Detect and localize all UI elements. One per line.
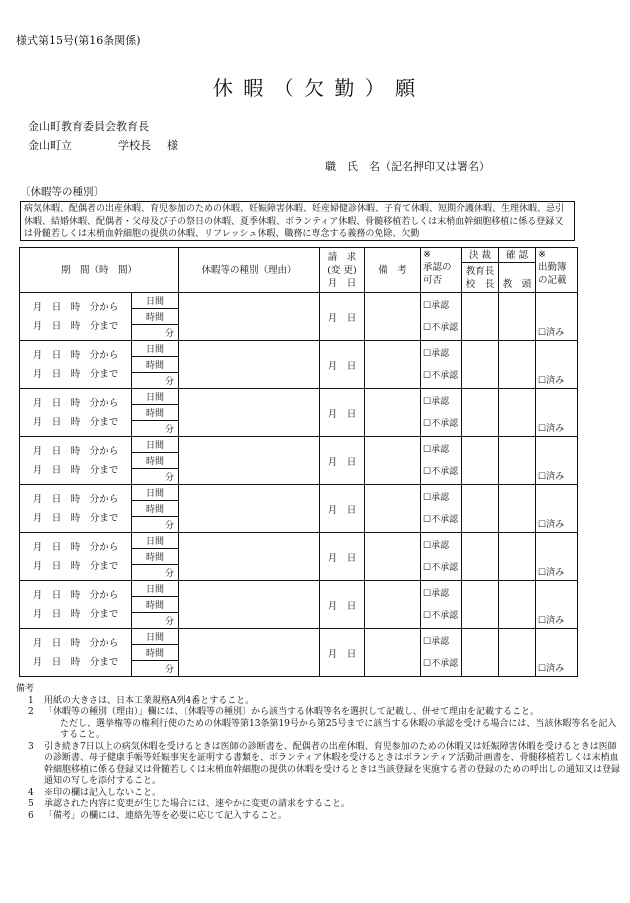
- attendance-cell: [536, 629, 578, 677]
- note-text: 「休暇等の種別（理由）」欄には、〔休暇等の種別〕から該当する休暇等名を選択して記載し、併せて理由を記載すること。: [44, 707, 540, 717]
- unit-hours[interactable]: 時間: [132, 645, 179, 661]
- unit-hours[interactable]: 時間: [132, 309, 179, 325]
- leave-type-cell[interactable]: [179, 437, 320, 485]
- period-from: 月 日 時 分から: [32, 301, 119, 313]
- attendance-cell: [536, 581, 578, 629]
- header-request-3: 月 日: [327, 277, 357, 289]
- principal-stamp-cell[interactable]: [462, 293, 499, 341]
- unit-minutes[interactable]: 分: [132, 325, 179, 341]
- disapprove-checkbox[interactable]: ☐不承認: [423, 418, 459, 429]
- header-vice: 教 頭: [499, 278, 536, 293]
- request-date-cell[interactable]: 月 日: [320, 293, 365, 341]
- vice-stamp-cell[interactable]: [499, 581, 536, 629]
- vice-stamp-cell[interactable]: [499, 389, 536, 437]
- period-from: 月 日 時 分から: [32, 637, 119, 649]
- disapprove-checkbox[interactable]: ☐不承認: [423, 658, 459, 669]
- approve-checkbox[interactable]: ☐承認: [423, 300, 450, 311]
- approve-checkbox[interactable]: ☐承認: [423, 444, 450, 455]
- leave-row: [20, 581, 578, 597]
- period-to: 月 日 時 分まで: [32, 416, 119, 428]
- unit-minutes[interactable]: 分: [132, 565, 179, 581]
- unit-hours[interactable]: 時間: [132, 357, 179, 373]
- note-item: [16, 811, 621, 823]
- period-cell[interactable]: [20, 485, 132, 533]
- header-approval-2: 承認の: [423, 262, 452, 273]
- leave-types-box: 病気休暇、配偶者の出産休暇、育児参加のための休暇、妊娠障害休暇、妊産婦健診休暇、子育て休暇、短期介護休暇、生理休暇、忌引休暇、結婚休暇、配偶者・父母及び子の祭日の休暇、夏季休暇、ボランティア休暇、骨髄移植若しくは末梢血幹細胞移植に係る登録又は骨髄若しくは末梢血幹細胞の提供の休暇、リフレッシュ休暇、職務に専念する義務の免除、欠勤: [20, 201, 575, 241]
- approve-checkbox[interactable]: ☐承認: [423, 348, 450, 359]
- approve-checkbox[interactable]: ☐承認: [423, 636, 450, 647]
- note-text: 用紙の大きさは、日本工業規格A列4番とすること。: [44, 695, 255, 706]
- principal-stamp-cell[interactable]: [462, 389, 499, 437]
- request-date-cell[interactable]: 月 日: [320, 581, 365, 629]
- note-item: [16, 696, 621, 708]
- remarks-cell[interactable]: [365, 389, 421, 437]
- leave-row: [20, 389, 578, 405]
- principal-stamp-cell[interactable]: [462, 581, 499, 629]
- done-checkbox[interactable]: ☐済み: [538, 568, 565, 578]
- notes-label: 備考: [16, 684, 35, 694]
- vice-stamp-cell[interactable]: [499, 293, 536, 341]
- vice-stamp-cell[interactable]: [499, 341, 536, 389]
- approval-cell: [421, 629, 462, 677]
- leave-type-cell[interactable]: [179, 533, 320, 581]
- note-item: [16, 719, 621, 742]
- disapprove-checkbox[interactable]: ☐不承認: [423, 370, 459, 381]
- attendance-cell: [536, 485, 578, 533]
- principal-stamp-cell[interactable]: [462, 629, 499, 677]
- attendance-cell: [536, 389, 578, 437]
- unit-days[interactable]: 日間: [132, 581, 179, 597]
- header-request: [320, 248, 365, 293]
- disapprove-checkbox[interactable]: ☐不承認: [423, 562, 459, 573]
- unit-days[interactable]: 日間: [132, 485, 179, 501]
- remarks-cell[interactable]: [365, 437, 421, 485]
- remarks-cell[interactable]: [365, 341, 421, 389]
- leave-type-cell[interactable]: [179, 485, 320, 533]
- period-from: 月 日 時 分から: [32, 493, 119, 505]
- period-to: 月 日 時 分まで: [32, 560, 119, 572]
- approval-cell: [421, 341, 462, 389]
- header-remarks: 備 考: [365, 248, 421, 293]
- request-date-cell[interactable]: 月 日: [320, 341, 365, 389]
- form-number: 様式第15号(第16条関係): [16, 34, 141, 47]
- school-town-label: 金山町立: [28, 139, 72, 152]
- principal-stamp-cell[interactable]: [462, 533, 499, 581]
- header-attendance: [536, 248, 578, 293]
- done-checkbox[interactable]: ☐済み: [538, 328, 565, 338]
- principal-stamp-cell[interactable]: [462, 437, 499, 485]
- leave-types-label: 〔休暇等の種別〕: [20, 186, 104, 198]
- request-date-cell[interactable]: 月 日: [320, 629, 365, 677]
- header-attendance-mark: ※: [538, 249, 546, 260]
- period-to: 月 日 時 分まで: [32, 464, 119, 476]
- period-from: 月 日 時 分から: [32, 349, 119, 361]
- request-date-cell[interactable]: 月 日: [320, 485, 365, 533]
- header-principal-1: 教育長: [465, 265, 495, 277]
- header-attendance-3: の記載: [538, 275, 567, 286]
- leave-row: [20, 293, 578, 309]
- period-to: 月 日 時 分まで: [32, 368, 119, 380]
- attendance-cell: [536, 293, 578, 341]
- disapprove-checkbox[interactable]: ☐不承認: [423, 466, 459, 477]
- approval-cell: [421, 389, 462, 437]
- attendance-cell: [536, 341, 578, 389]
- unit-minutes[interactable]: 分: [132, 421, 179, 437]
- header-confirm: 確 認: [499, 248, 536, 263]
- vice-stamp-cell[interactable]: [499, 629, 536, 677]
- done-checkbox[interactable]: ☐済み: [538, 472, 565, 482]
- leave-type-cell[interactable]: [179, 293, 320, 341]
- leave-type-cell[interactable]: [179, 629, 320, 677]
- leave-row: [20, 341, 578, 357]
- period-cell[interactable]: [20, 293, 132, 341]
- remarks-cell[interactable]: [365, 629, 421, 677]
- period-to: 月 日 時 分まで: [32, 320, 119, 332]
- period-to: 月 日 時 分まで: [32, 512, 119, 524]
- note-text: 承認された内容に変更が生じた場合には、速やかに変更の請求をすること。: [44, 799, 351, 809]
- honorific-label: 様: [167, 139, 178, 152]
- unit-hours[interactable]: 時間: [132, 405, 179, 421]
- period-cell[interactable]: [20, 341, 132, 389]
- period-from: 月 日 時 分から: [32, 541, 119, 553]
- note-text: 「備考」の欄には、連絡先等を必要に応じて記入すること。: [44, 810, 288, 821]
- principal-stamp-cell[interactable]: [462, 341, 499, 389]
- remarks-cell[interactable]: [365, 485, 421, 533]
- note-text: ただし、選挙権等の権利行使のための休暇等第13条第19号から第25号までに該当する休暇の承認を受ける場合には、当該休暇等名を記入すること。: [60, 718, 617, 740]
- period-from: 月 日 時 分から: [32, 397, 119, 409]
- approval-cell: [421, 293, 462, 341]
- unit-hours[interactable]: 時間: [132, 549, 179, 565]
- done-checkbox[interactable]: ☐済み: [538, 376, 565, 386]
- header-request-2: (変 更): [327, 264, 357, 276]
- principal-stamp-cell[interactable]: [462, 485, 499, 533]
- note-item: [16, 799, 621, 811]
- period-cell[interactable]: [20, 533, 132, 581]
- approve-checkbox[interactable]: ☐承認: [423, 492, 450, 503]
- disapprove-checkbox[interactable]: ☐不承認: [423, 514, 459, 525]
- leave-type-cell[interactable]: [179, 341, 320, 389]
- period-from: 月 日 時 分から: [32, 589, 119, 601]
- disapprove-checkbox[interactable]: ☐不承認: [423, 322, 459, 333]
- approval-cell: [421, 533, 462, 581]
- leave-row: [20, 437, 578, 453]
- done-checkbox[interactable]: ☐済み: [538, 616, 565, 626]
- addressee-line-1: 金山町教育委員会教育長: [28, 120, 149, 133]
- period-to: 月 日 時 分まで: [32, 608, 119, 620]
- unit-hours[interactable]: 時間: [132, 453, 179, 469]
- attendance-cell: [536, 533, 578, 581]
- header-approval-mark: ※: [423, 249, 431, 260]
- unit-minutes[interactable]: 分: [132, 373, 179, 389]
- leave-row: [20, 485, 578, 501]
- addressee-line-2: [28, 137, 178, 153]
- header-period: 期 間（時 間）: [20, 248, 179, 293]
- approve-checkbox[interactable]: ☐承認: [423, 588, 450, 599]
- header-approval: [421, 248, 462, 293]
- note-text: 引き続き7日以上の病気休暇を受けるときは医師の診断書を、配偶者の出産休暇、育児参加のための休暇又は妊娠障害休暇を受けるときは医師の診断書、母子健康手帳等妊娠事実を証明する書類を、ボランティア休暇を受けるときはボランティア活動計画書を、骨髄移植若しくは末梢血幹細胞移植に係る登録又は骨髄若しくは末梢血幹細胞の提供の休暇を受けるときは当該登録を実施する者の登録のための呼出しの通知又は登録通知の写しを添付すること。: [44, 741, 621, 786]
- attendance-cell: [536, 437, 578, 485]
- header-attendance-2: 出勤簿: [538, 262, 567, 273]
- unit-days[interactable]: 日間: [132, 533, 179, 549]
- vice-stamp-cell[interactable]: [499, 533, 536, 581]
- unit-days[interactable]: 日間: [132, 437, 179, 453]
- approve-checkbox[interactable]: ☐承認: [423, 540, 450, 551]
- note-number: 3: [28, 741, 34, 752]
- note-number: 6: [28, 810, 34, 821]
- page-title: 休 暇 （ 欠 勤 ） 願: [212, 76, 418, 100]
- header-request-1: 請 求: [327, 251, 357, 263]
- done-checkbox[interactable]: ☐済み: [538, 664, 565, 674]
- period-cell[interactable]: [20, 629, 132, 677]
- leave-row: [20, 533, 578, 549]
- note-number: 2: [28, 707, 34, 717]
- header-principal: [462, 263, 499, 293]
- approve-checkbox[interactable]: ☐承認: [423, 396, 450, 407]
- approval-cell: [421, 437, 462, 485]
- unit-hours[interactable]: 時間: [132, 501, 179, 517]
- note-number: 5: [28, 799, 34, 809]
- request-date-cell[interactable]: 月 日: [320, 533, 365, 581]
- unit-days[interactable]: 日間: [132, 293, 179, 309]
- leave-type-cell[interactable]: [179, 581, 320, 629]
- approval-cell: [421, 581, 462, 629]
- done-checkbox[interactable]: ☐済み: [538, 424, 565, 434]
- vice-stamp-cell[interactable]: [499, 437, 536, 485]
- unit-minutes[interactable]: 分: [132, 661, 179, 677]
- unit-minutes[interactable]: 分: [132, 469, 179, 485]
- vice-stamp-cell[interactable]: [499, 485, 536, 533]
- principal-label: 学校長: [118, 139, 151, 152]
- leave-request-table: [19, 247, 578, 677]
- remarks-cell[interactable]: [365, 581, 421, 629]
- header-vice-spacer: [499, 263, 536, 278]
- note-text: ※印の欄は記入しないこと。: [44, 787, 162, 798]
- disapprove-checkbox[interactable]: ☐不承認: [423, 610, 459, 621]
- request-date-cell[interactable]: 月 日: [320, 437, 365, 485]
- unit-minutes[interactable]: 分: [132, 613, 179, 629]
- header-principal-2: 校 長: [465, 278, 495, 290]
- done-checkbox[interactable]: ☐済み: [538, 520, 565, 530]
- unit-minutes[interactable]: 分: [132, 517, 179, 533]
- unit-days[interactable]: 日間: [132, 341, 179, 357]
- notes-section: [16, 684, 621, 822]
- header-leave-type: 休暇等の種別（理由）: [179, 248, 320, 293]
- approval-cell: [421, 485, 462, 533]
- period-cell[interactable]: [20, 437, 132, 485]
- remarks-cell[interactable]: [365, 533, 421, 581]
- leave-row: [20, 629, 578, 645]
- note-item: [16, 788, 621, 800]
- note-item: [16, 742, 621, 788]
- unit-hours[interactable]: 時間: [132, 597, 179, 613]
- remarks-cell[interactable]: [365, 293, 421, 341]
- staff-name-label: 職 氏 名（記名押印又は署名）: [325, 160, 490, 173]
- header-decision: 決 裁: [462, 248, 499, 263]
- unit-days[interactable]: 日間: [132, 629, 179, 645]
- period-to: 月 日 時 分まで: [32, 656, 119, 668]
- note-number: 4: [28, 787, 34, 798]
- period-cell[interactable]: [20, 581, 132, 629]
- request-date-cell[interactable]: 月 日: [320, 389, 365, 437]
- note-number: 1: [28, 695, 34, 706]
- period-from: 月 日 時 分から: [32, 445, 119, 457]
- note-item: [16, 707, 621, 719]
- unit-days[interactable]: 日間: [132, 389, 179, 405]
- period-cell[interactable]: [20, 389, 132, 437]
- leave-type-cell[interactable]: [179, 389, 320, 437]
- header-approval-3: 可否: [423, 275, 443, 286]
